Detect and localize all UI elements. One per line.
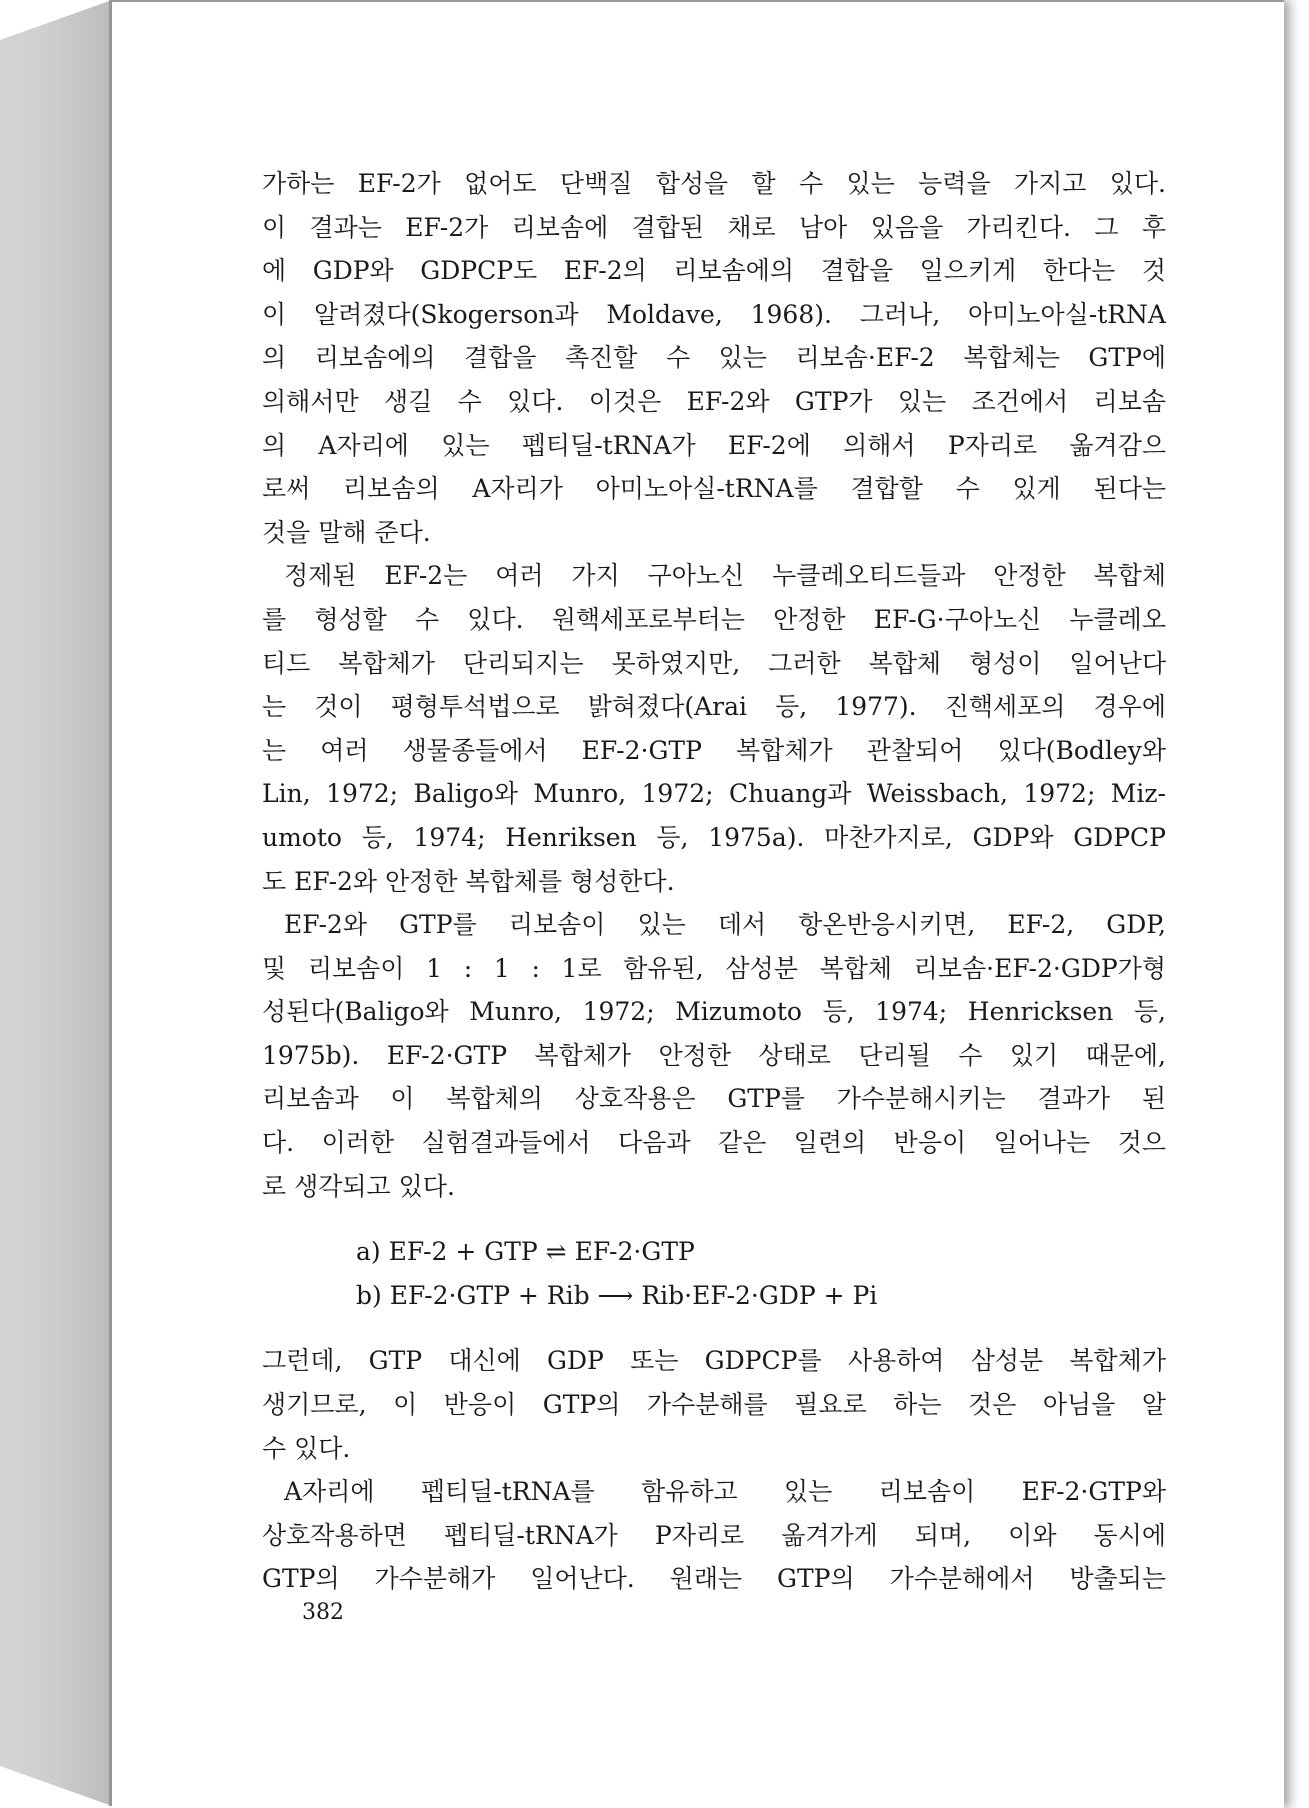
- text-line: A자리에 펩티딜-tRNA를 함유하고 있는 리보솜이 EF-2·GTP와: [284, 1477, 1166, 1507]
- text-line: 리보솜과 이 복합체의 상호작용은 GTP를 가수분해시키는 결과가 된: [262, 1084, 1166, 1114]
- text-line: EF-2와 GTP를 리보솜이 있는 데서 항온반응시키면, EF-2, GDP,: [284, 910, 1166, 940]
- text-line: 이 알려졌다(Skogerson과 Moldave, 1968). 그러나, 아미노아실-tRNA: [262, 299, 1166, 329]
- text-line: 이 결과는 EF-2가 리보솜에 결합된 채로 남아 있음을 가리킨다. 그 후: [262, 212, 1166, 242]
- text-line: 수 있다.: [262, 1433, 351, 1463]
- page-number: 382: [302, 1600, 344, 1625]
- text-line: umoto 등, 1974; Henriksen 등, 1975a). 마찬가지로, GDP와 GDPCP: [262, 822, 1166, 852]
- text-line: 로써 리보솜의 A자리가 아미노아실-tRNA를 결합할 수 있게 된다는: [262, 474, 1166, 504]
- text-line: 성된다(Baligo와 Munro, 1972; Mizumoto 등, 1974; Henricksen 등,: [262, 997, 1166, 1027]
- text-line: GTP의 가수분해가 일어난다. 원래는 GTP의 가수분해에서 방출되는: [262, 1564, 1166, 1594]
- book-side-bottom-corner: [0, 1766, 112, 1806]
- text-line: 에 GDP와 GDPCP도 EF-2의 리보솜에의 결합을 일으키게 한다는 것: [262, 256, 1166, 286]
- text-line: 및 리보솜이 1 : 1 : 1로 함유된, 삼성분 복합체 리보솜·EF-2·GDP가형: [262, 953, 1166, 983]
- equation-b: b) EF-2·GTP + Rib ⟶ Rib·EF-2·GDP + Pi: [356, 1280, 878, 1310]
- book-side-edge: [0, 0, 112, 1806]
- text-line: 의해서만 생길 수 있다. 이것은 EF-2와 GTP가 있는 조건에서 리보솜: [262, 386, 1166, 416]
- text-line: 티드 복합체가 단리되지는 못하였지만, 그러한 복합체 형성이 일어난다: [262, 648, 1166, 678]
- page-body: [262, 162, 1166, 1601]
- book-side-top-corner: [0, 0, 112, 40]
- text-line: 다. 이러한 실험결과들에서 다음과 같은 일련의 반응이 일어나는 것으: [262, 1128, 1166, 1158]
- text-line: 가하는 EF-2가 없어도 단백질 합성을 할 수 있는 능력을 가지고 있다.: [262, 169, 1166, 198]
- text-line: 는 것이 평형투석법으로 밝혀졌다(Arai 등, 1977). 진핵세포의 경우에: [262, 692, 1166, 722]
- text-line: 상호작용하면 펩티딜-tRNA가 P자리로 옮겨가게 되며, 이와 동시에: [262, 1520, 1166, 1550]
- text-line: 의 리보솜에의 결합을 촉진할 수 있는 리보솜·EF-2 복합체는 GTP에: [262, 343, 1166, 373]
- book-page: [112, 0, 1284, 1808]
- text-line: 의 A자리에 있는 펩티딜-tRNA가 EF-2에 의해서 P자리로 옮겨감으: [262, 430, 1166, 460]
- text-line: 는 여러 생물종들에서 EF-2·GTP 복합체가 관찰되어 있다(Bodley와: [262, 735, 1166, 765]
- equation-a: a) EF-2 + GTP ⇌ EF-2·GTP: [356, 1237, 695, 1267]
- text-line: 그런데, GTP 대신에 GDP 또는 GDPCP를 사용하여 삼성분 복합체가: [262, 1346, 1166, 1376]
- equation-block: [356, 1230, 1166, 1317]
- text-line: 를 형성할 수 있다. 원핵세포로부터는 안정한 EF-G·구아노신 누클레오: [262, 604, 1166, 634]
- text-line: 1975b). EF-2·GTP 복합체가 안정한 상태로 단리될 수 있기 때문에,: [262, 1040, 1166, 1070]
- text-line: 생기므로, 이 반응이 GTP의 가수분해를 필요로 하는 것은 아님을 알: [262, 1390, 1166, 1420]
- text-line: 것을 말해 준다.: [262, 517, 431, 547]
- text-line: 도 EF-2와 안정한 복합체를 형성한다.: [262, 866, 675, 896]
- text-line: 로 생각되고 있다.: [262, 1171, 455, 1201]
- text-line: 정제된 EF-2는 여러 가지 구아노신 누클레오티드들과 안정한 복합체: [284, 561, 1166, 591]
- text-line: Lin, 1972; Baligo와 Munro, 1972; Chuang과 Weissbach, 1972; Miz-: [262, 779, 1166, 809]
